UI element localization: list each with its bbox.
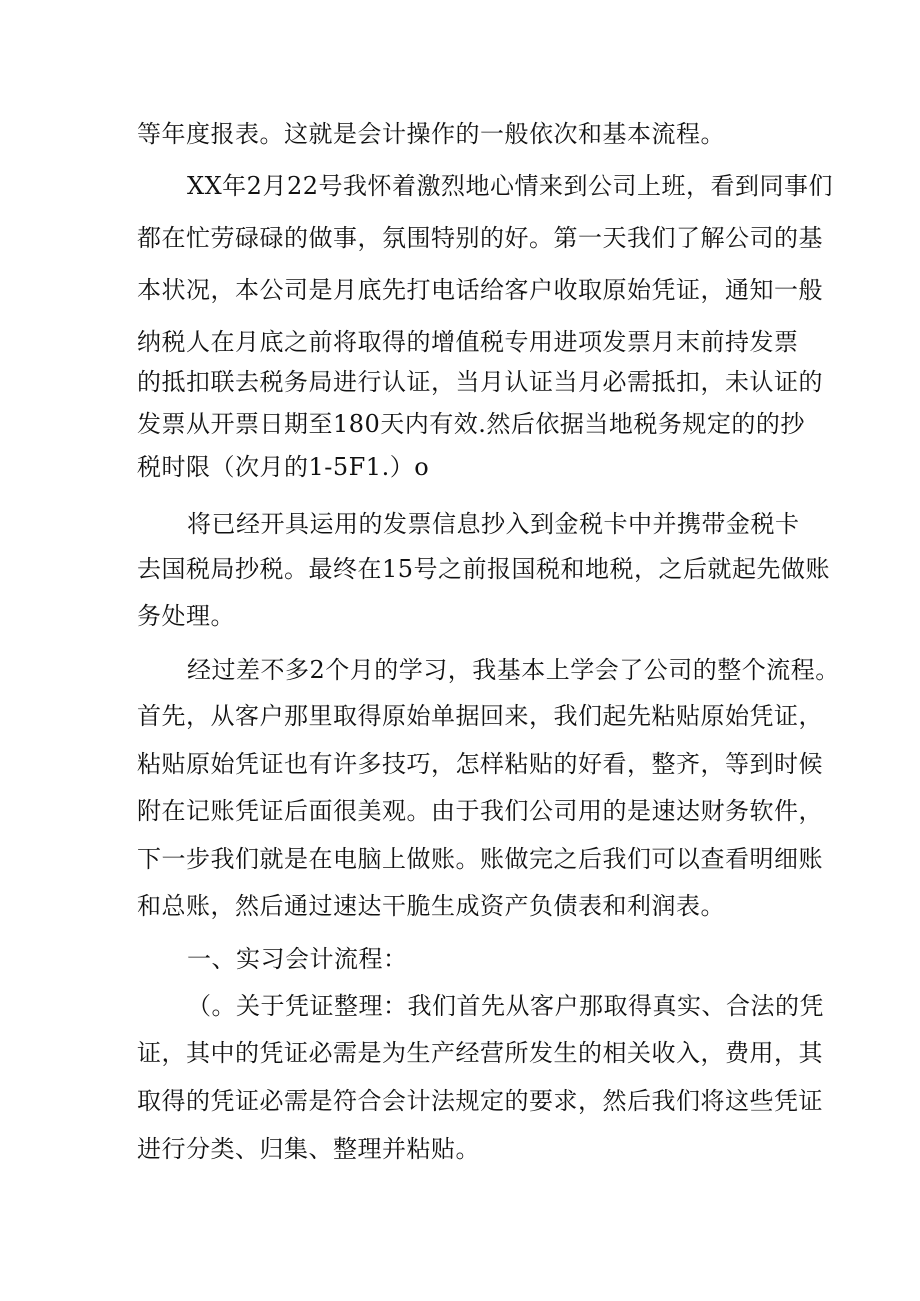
- text-line: 进行分类、归集、整理并粘贴。: [137, 1135, 480, 1163]
- text-line: 下一步我们就是在电脑上做账。账做完之后我们可以查看明细账: [137, 845, 823, 873]
- text-line: 取得的凭证必需是符合会计法规定的要求，然后我们将这些凭证: [137, 1087, 823, 1115]
- text-line: XX年2月22号我怀着激烈地心情来到公司上班，看到同事们: [187, 172, 833, 200]
- text-line: 税时限（次月的1-5F1.）o: [137, 453, 430, 481]
- text-line: 等年度报表。这就是会计操作的一般依次和基本流程。: [137, 120, 725, 148]
- text-line: （。关于凭证整理：我们首先从客户那取得真实、合法的凭: [187, 992, 824, 1020]
- text-line: 的抵扣联去税务局进行认证，当月认证当月必需抵扣，未认证的: [137, 368, 823, 396]
- text-line: 去国税局抄税。最终在15号之前报国税和地税，之后就起先做账: [137, 555, 831, 583]
- text-line: 首先，从客户那里取得原始单据回来，我们起先粘贴原始凭证，: [137, 702, 823, 730]
- text-line: 纳税人在月底之前将取得的增值税专用进项发票月末前持发票: [137, 328, 799, 356]
- text-line: 本状况，本公司是月底先打电话给客户收取原始凭证，通知一般: [137, 276, 823, 304]
- text-line: 将已经开具运用的发票信息抄入到金税卡中并携带金税卡: [187, 510, 800, 538]
- text-line: 经过差不多2个月的学习，我基本上学会了公司的整个流程。: [187, 656, 840, 684]
- text-line: 务处理。: [137, 602, 235, 630]
- text-line: 附在记账凭证后面很美观。由于我们公司用的是速达财务软件，: [137, 797, 823, 825]
- section-heading: 一、实习会计流程：: [187, 945, 408, 973]
- text-line: 和总账，然后通过速达干脆生成资产负债表和利润表。: [137, 892, 725, 920]
- text-line: 发票从开票日期至180天内有效.然后依据当地税务规定的的抄: [137, 410, 805, 438]
- text-line: 粘贴原始凭证也有许多技巧，怎样粘贴的好看，整齐，等到时候: [137, 750, 823, 778]
- text-line: 证，其中的凭证必需是为生产经营所发生的相关收入，费用，其: [137, 1039, 823, 1067]
- text-line: 都在忙劳碌碌的做事，氛围特别的好。第一天我们了解公司的基: [137, 224, 823, 252]
